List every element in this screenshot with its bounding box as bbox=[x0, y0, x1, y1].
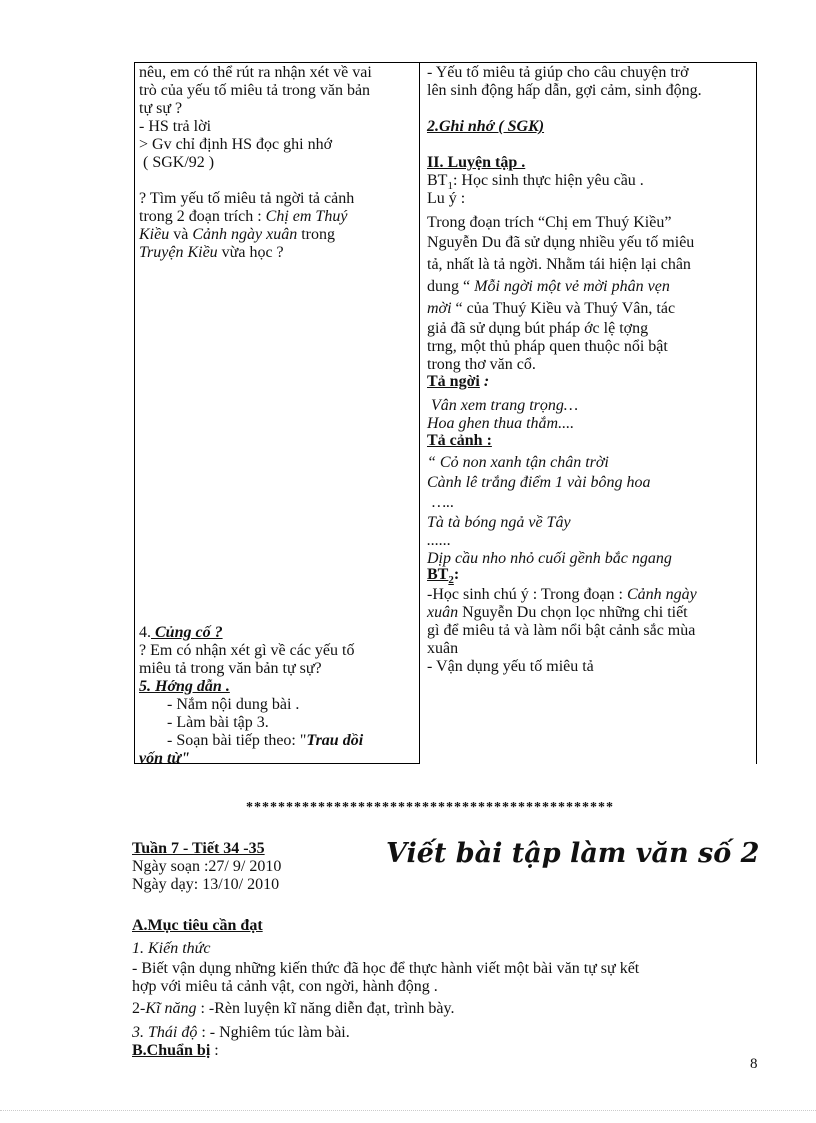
cung-co-question-1: ? Em có nhận xét gì về các yếu tố bbox=[139, 642, 355, 659]
verse-canh-2: Cành lê trắng điểm 1 vài bông hoa bbox=[427, 474, 651, 491]
skills-number: 2 bbox=[132, 1000, 140, 1017]
ta-ngoi-colon: : bbox=[479, 373, 490, 390]
huong-dan-heading: 5. Hớng dẫn . bbox=[139, 678, 230, 695]
para-line-1: Trong đoạn trích “Chị em Thuý Kiều” bbox=[427, 214, 672, 231]
bt2-line-3: gì để miêu tả và làm nổi bật cảnh sắc mùa bbox=[427, 622, 696, 639]
para-line-4-text: dung “ bbox=[427, 278, 475, 295]
bt2-line-2 bbox=[427, 604, 688, 622]
bt2-line-2-italic: xuân bbox=[427, 604, 459, 621]
luu-y: Lu ý : bbox=[427, 190, 466, 207]
verse-canh-4: Dịp cầu nho nhỏ cuối gềnh bắc ngang bbox=[427, 550, 672, 567]
question-line-3 bbox=[139, 226, 335, 244]
bt2-line-4: xuân bbox=[427, 640, 459, 657]
cung-co-label: Củng cố ? bbox=[151, 624, 223, 641]
para-line-6: giả đã sử dụng bút pháp ớc lệ tợng bbox=[427, 320, 649, 337]
huong-dan-item-3-bold: Trau dồi bbox=[306, 732, 364, 749]
left-line-6: ( SGK/92 ) bbox=[143, 154, 215, 171]
huong-dan-item-1: - Nắm nội dung bài . bbox=[167, 696, 300, 713]
bt2-label: BT bbox=[427, 566, 449, 583]
knowledge-heading: 1. Kiến thức bbox=[132, 940, 211, 957]
left-line-4: - HS trả lời bbox=[139, 118, 212, 135]
question-line-1: ? Tìm yếu tố miêu tả ngời tả cảnh bbox=[139, 190, 355, 207]
attitude-label: 3. Thái độ bbox=[132, 1024, 198, 1041]
question-text: trong 2 đoạn trích : bbox=[139, 208, 266, 225]
lesson-title: Viết bài tập làm văn số 2 bbox=[386, 838, 760, 869]
para-line-5-text: “ của Thuý Kiều và Thuý Vân, tác bbox=[451, 300, 676, 317]
cung-co-heading bbox=[139, 624, 223, 642]
verse-canh-ellipsis-1: ….. bbox=[432, 494, 455, 511]
skills-text: : -Rèn luyện kĩ năng diễn đạt, trình bày. bbox=[196, 1000, 455, 1017]
verse-canh-3: Tà tà bóng ngả về Tây bbox=[427, 514, 571, 531]
bottom-dotted-divider bbox=[0, 1110, 816, 1111]
para-line-2: Nguyễn Du đã sử dụng nhiều yếu tố miêu bbox=[427, 234, 695, 251]
huong-dan-item-3-text: - Soạn bài tiếp theo: " bbox=[167, 732, 307, 749]
para-line-5 bbox=[427, 300, 675, 318]
bt2-line-2-text: Nguyễn Du chọn lọc những chi tiết bbox=[458, 604, 688, 621]
preparation-colon: : bbox=[210, 1042, 219, 1059]
question-italic-truyen: Truyện Kiều bbox=[139, 244, 218, 261]
table-right-border bbox=[756, 62, 757, 764]
left-line-3: tự sự ? bbox=[139, 100, 183, 117]
bt2-colon: : bbox=[453, 566, 460, 583]
question-end: vừa học ? bbox=[217, 244, 284, 261]
attitude-line bbox=[132, 1024, 350, 1042]
knowledge-line-2: hợp với miêu tả cảnh vật, con ngời, hành động . bbox=[132, 978, 438, 995]
question-trong: trong bbox=[297, 226, 335, 243]
para-line-7: trng, một thủ pháp quen thuộc nổi bật bbox=[427, 338, 668, 355]
bt1-text: : Học sinh thực hiện yêu cầu . bbox=[452, 172, 644, 189]
question-line-4 bbox=[139, 244, 284, 262]
knowledge-line-1: - Biết vận dụng những kiến thức đã học để thực hành viết một bài văn tự sự kết bbox=[132, 960, 640, 977]
para-line-5-quote: mời bbox=[427, 300, 452, 317]
ghi-nho-heading: 2.Ghi nhớ ( SGK) bbox=[427, 118, 545, 135]
cung-co-question-2: miêu tả trong văn bản tự sự? bbox=[139, 660, 322, 677]
para-line-4 bbox=[427, 278, 670, 296]
huong-dan-item-2: - Làm bài tập 3. bbox=[167, 714, 269, 731]
verse-van-1: Vân xem trang trọng… bbox=[431, 397, 579, 414]
ta-canh-heading: Tả cảnh : bbox=[427, 432, 492, 449]
para-line-8: trong thơ văn cổ. bbox=[427, 356, 536, 373]
cung-co-number: 4. bbox=[139, 624, 151, 641]
right-line-2: lên sinh động hấp dẫn, gợi cảm, sinh động. bbox=[427, 82, 702, 99]
bt2-line-1 bbox=[427, 586, 697, 604]
page-number: 8 bbox=[750, 1056, 758, 1072]
bt2-line-1-text: -Học sinh chú ý : Trong đoạn : bbox=[427, 586, 627, 603]
objectives-heading: A.Mục tiêu cần đạt bbox=[132, 917, 263, 934]
bt2-line-1-italic: Cảnh ngày bbox=[627, 586, 697, 603]
star-separator: ********************************************** bbox=[246, 800, 614, 815]
bt2-line-5: - Vận dụng yếu tố miêu tả bbox=[427, 658, 594, 675]
left-line-2: trò của yếu tố miêu tả trong văn bản bbox=[139, 82, 371, 99]
verse-canh-1: “ Cỏ non xanh tận chân trời bbox=[427, 454, 609, 471]
skills-label: -Kĩ năng bbox=[140, 1000, 197, 1017]
preparation-heading: B.Chuẩn bị bbox=[132, 1042, 211, 1059]
luyen-tap-heading: II. Luyện tập . bbox=[427, 154, 526, 171]
para-line-4-quote: Mỗi ngời một vẻ mời phân vẹn bbox=[474, 278, 670, 295]
prep-date: Ngày soạn :27/ 9/ 2010 bbox=[132, 858, 282, 875]
ta-ngoi-heading bbox=[427, 373, 489, 391]
teach-date: Ngày dạy: 13/10/ 2010 bbox=[132, 876, 280, 893]
preparation-line bbox=[132, 1042, 219, 1060]
question-italic-kieu: Kiều bbox=[139, 226, 170, 243]
question-italic-title: Chị em Thuý bbox=[265, 208, 348, 225]
week-lesson: Tuần 7 - Tiết 34 -35 bbox=[132, 840, 265, 857]
skills-line bbox=[132, 1000, 454, 1018]
para-line-3: tả, nhất là tả ngời. Nhằm tái hiện lại chân bbox=[427, 256, 691, 273]
bt1-label: BT bbox=[427, 172, 448, 189]
bt2-subscript: 2 bbox=[448, 574, 454, 587]
verse-van-2: Hoa ghen thua thắm.... bbox=[427, 415, 575, 432]
bt1-subscript: 1 bbox=[447, 180, 453, 193]
right-line-1: - Yếu tố miêu tả giúp cho câu chuyện trở bbox=[427, 64, 689, 81]
huong-dan-item-3-cont: vốn từ" bbox=[139, 750, 190, 767]
huong-dan-item-3 bbox=[167, 732, 363, 750]
verse-canh-ellipsis-2: ...... bbox=[427, 532, 451, 549]
question-and: và bbox=[169, 226, 193, 243]
question-italic-canh: Cảnh ngày xuân bbox=[192, 226, 298, 243]
question-line-2 bbox=[139, 208, 347, 226]
left-line-5: > Gv chỉ định HS đọc ghi nhớ bbox=[139, 136, 333, 153]
ta-ngoi-label: Tả ngời bbox=[427, 373, 480, 390]
attitude-text: : - Nghiêm túc làm bài. bbox=[197, 1024, 350, 1041]
left-line-1: nêu, em có thể rút ra nhận xét về vai bbox=[139, 64, 372, 81]
